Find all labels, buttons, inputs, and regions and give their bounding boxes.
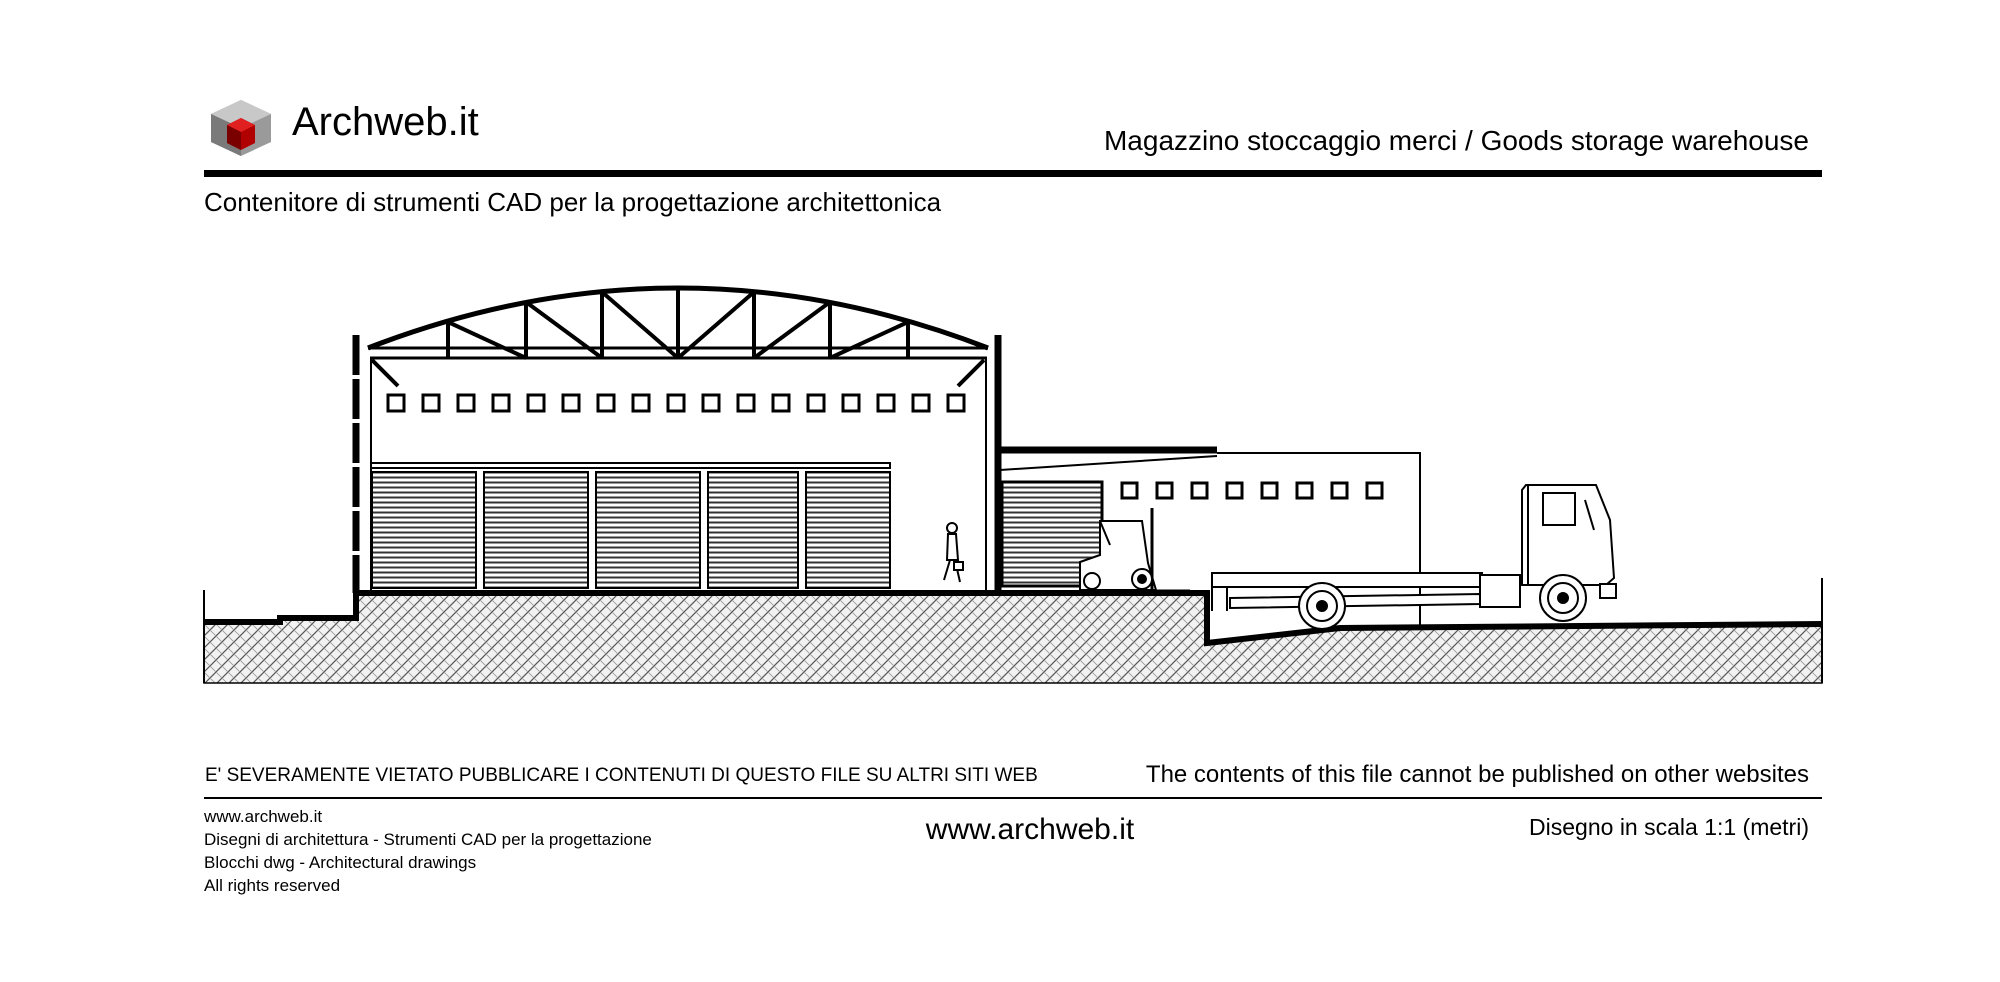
- brand-name: Archweb.it: [292, 100, 479, 144]
- footer-line: Blocchi dwg - Architectural drawings: [204, 853, 477, 872]
- flatbed-truck: [1212, 485, 1616, 629]
- footer-line: Disegni di architettura - Strumenti CAD per la progettazione: [204, 830, 652, 849]
- scale-note: Disegno in scala 1:1 (metri): [1529, 814, 1809, 840]
- person-figure: [944, 523, 963, 582]
- warning-english: The contents of this file cannot be published on other websites: [1145, 761, 1809, 788]
- footer-line: www.archweb.it: [204, 807, 323, 826]
- footer-site-link[interactable]: www.archweb.it: [925, 813, 1135, 846]
- warning-italian: E' SEVERAMENTE VIETATO PUBBLICARE I CONTENUTI DI QUESTO FILE SU ALTRI SITI WEB: [205, 765, 1038, 786]
- footer-divider: [204, 797, 1822, 799]
- drawing-title: Magazzino stoccaggio merci / Goods storage warehouse: [1103, 125, 1809, 156]
- footer-line: All rights reserved: [204, 876, 341, 895]
- page-subtitle: Contenitore di strumenti CAD per la progettazione architettonica: [204, 187, 942, 217]
- main-hall: [356, 288, 998, 593]
